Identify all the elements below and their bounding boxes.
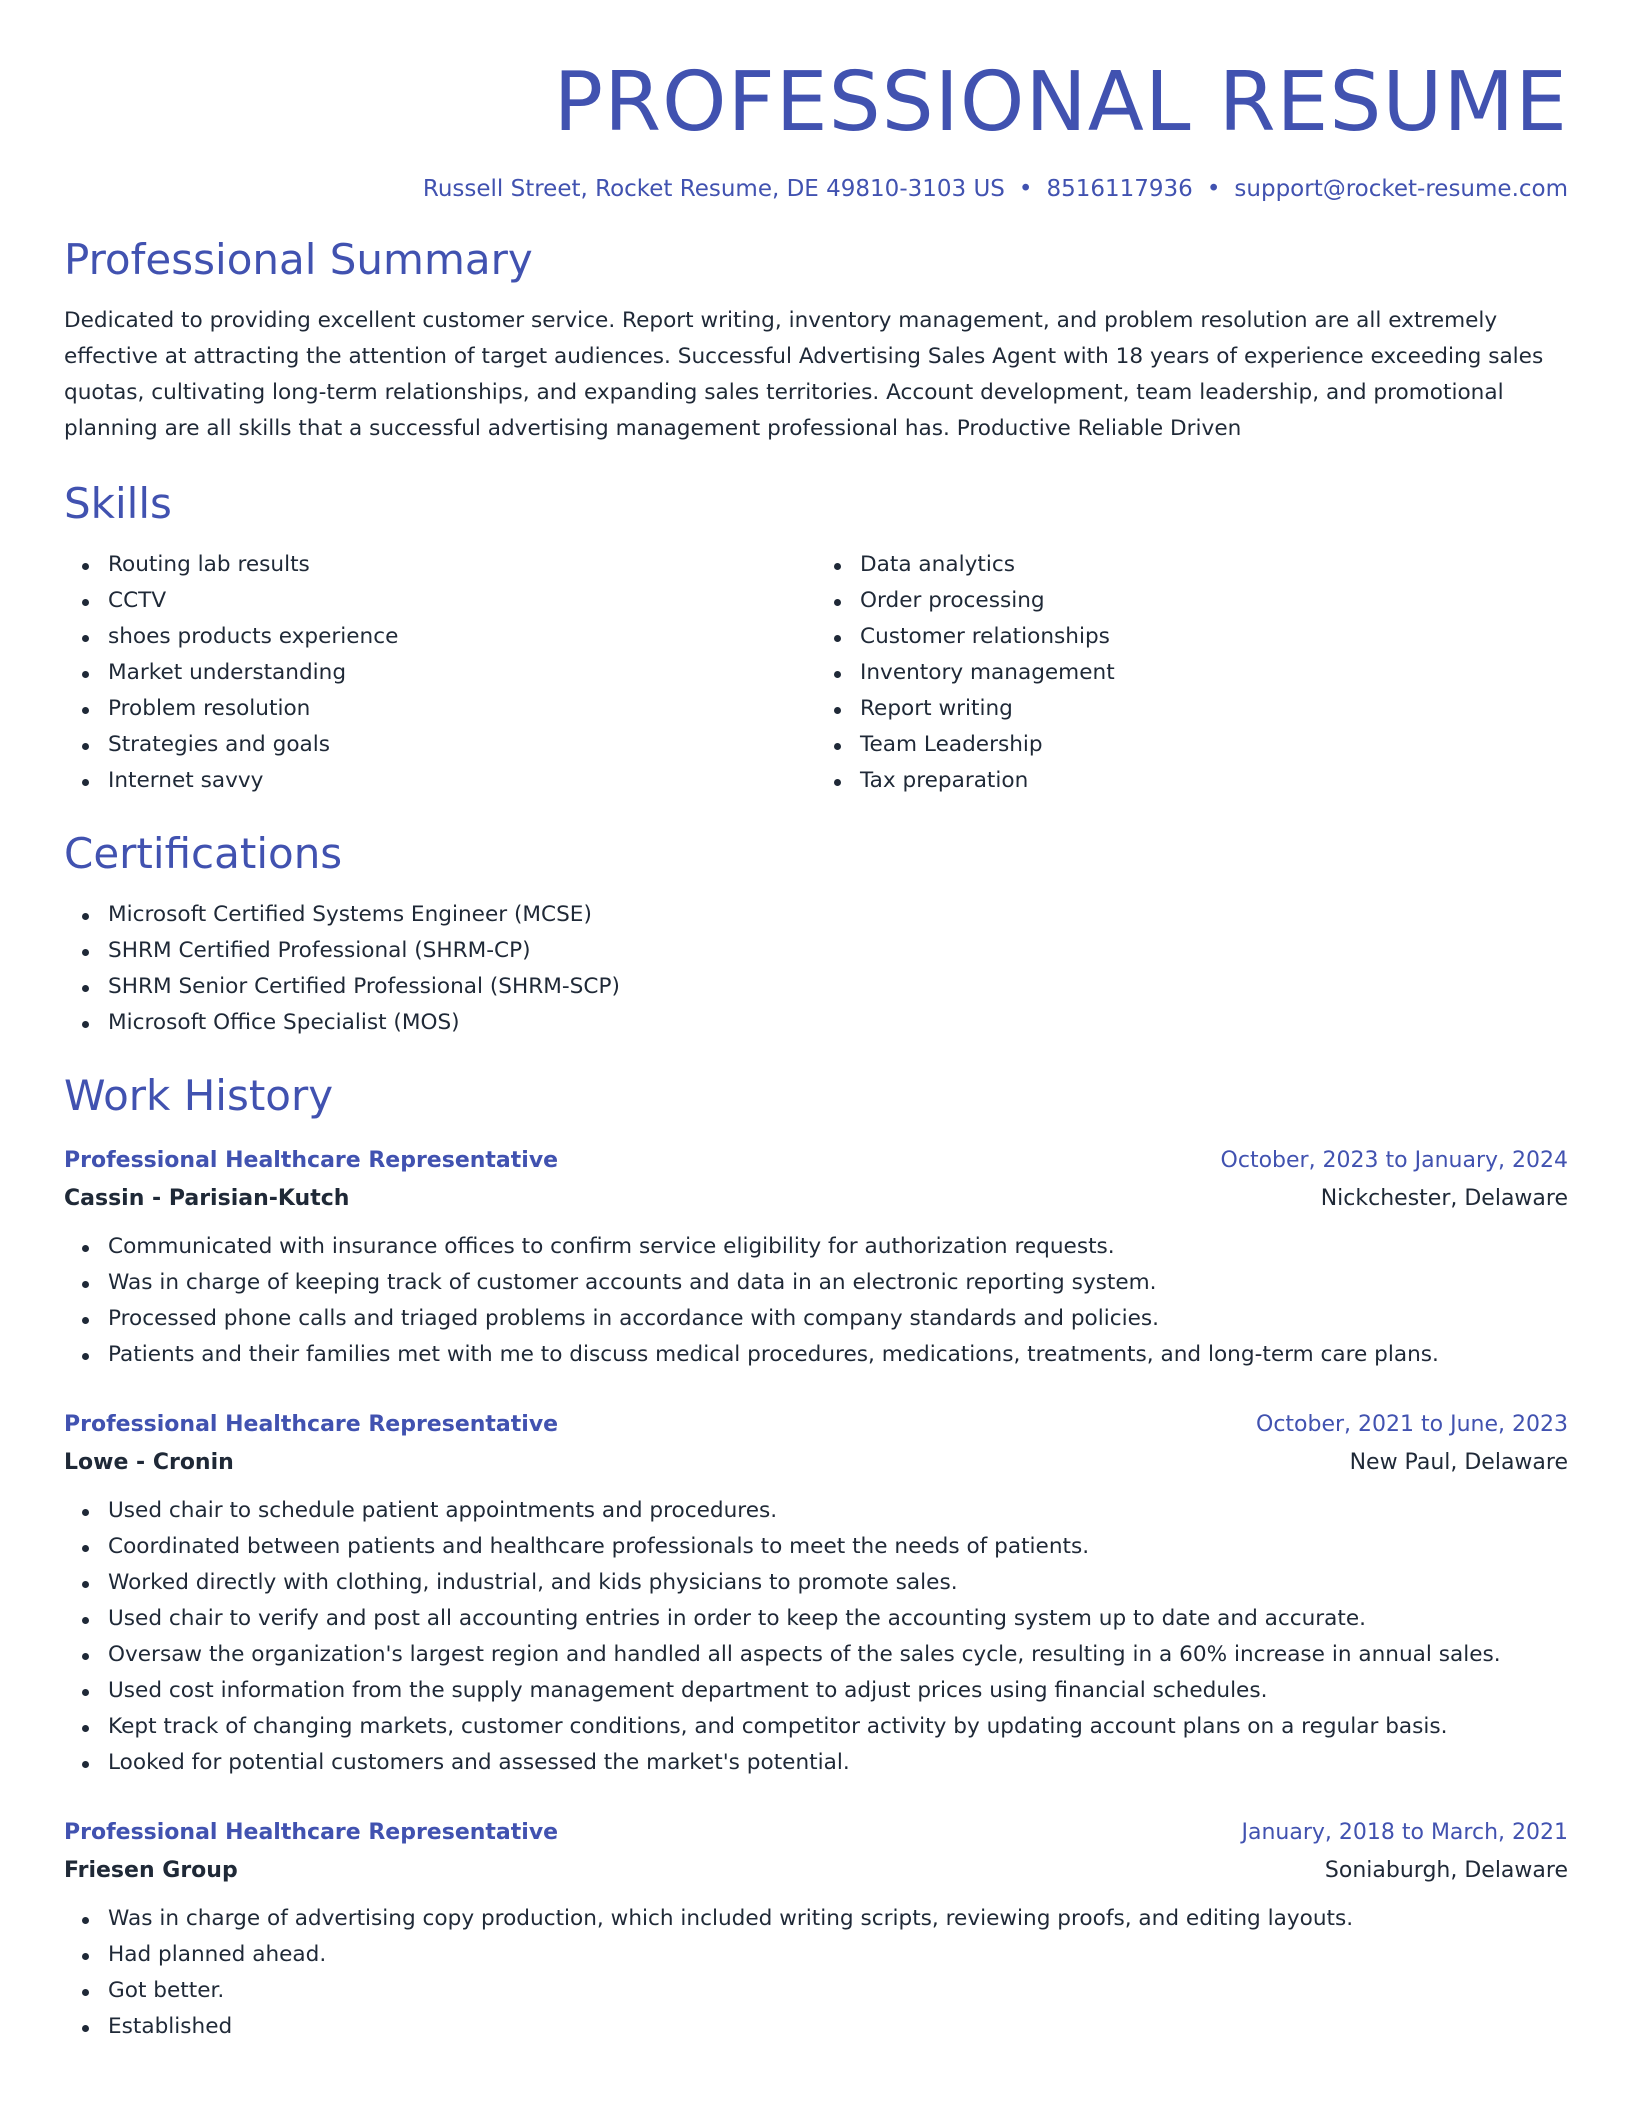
job-bullet: Used chair to schedule patient appointments and procedures. — [108, 1493, 1568, 1529]
job-bullet: Used cost information from the supply management department to adjust prices using financial schedules. — [108, 1673, 1568, 1709]
contact-email: support@rocket-resume.com — [1234, 176, 1568, 202]
skill-item: Strategies and goals — [108, 727, 816, 763]
job-bullet: Used chair to verify and post all accounting entries in order to keep the accounting system up to date and accurate. — [108, 1601, 1568, 1637]
job-header — [64, 1407, 1568, 1443]
job-location: Soniaburgh, Delaware — [1324, 1858, 1568, 1883]
summary-text: Dedicated to providing excellent customer service. Report writing, inventory management, and problem resolution are all extremely effective at attracting the attention of target audiences. Successful Advertising Sales Agent with 18 years of experience exceeding sales quotas, cultivating long-term relationships, and expanding sales territories. Account development, team leadership, and promotional planning are all skills that a successful advertising management professional has. Productive Reliable Driven — [64, 308, 1544, 441]
job-company: Cassin - Parisian-Kutch — [64, 1186, 350, 1211]
job-location: New Paul, Delaware — [1349, 1450, 1568, 1475]
job-bullet: Was in charge of advertising copy production, which included writing scripts, reviewing proofs, and editing layouts. — [108, 1901, 1568, 1937]
job-dates: October, 2023 to January, 2024 — [1220, 1148, 1568, 1173]
summary-heading: Professional Summary — [64, 235, 533, 284]
certification-item: SHRM Senior Certified Professional (SHRM-SCP) — [108, 969, 1568, 1005]
skill-item: Inventory management — [860, 655, 1568, 691]
skill-item: CCTV — [108, 583, 816, 619]
job-bullets — [64, 1493, 1568, 1781]
job-dates: January, 2018 to March, 2021 — [1241, 1820, 1568, 1845]
job-entry — [64, 1407, 1568, 1781]
skills-column-left — [64, 547, 816, 799]
skill-item: Internet savvy — [108, 763, 816, 799]
job-bullet: Worked directly with clothing, industrial, and kids physicians to promote sales. — [108, 1565, 1568, 1601]
certifications-list — [64, 897, 1568, 1041]
job-bullet: Patients and their families met with me to discuss medical procedures, medications, treatments, and long-term care plans. — [108, 1337, 1568, 1373]
job-bullet: Processed phone calls and triaged problems in accordance with company standards and policies. — [108, 1301, 1568, 1337]
job-entry — [64, 1815, 1568, 2045]
certifications-heading: Certifications — [64, 829, 343, 878]
job-bullet: Established — [108, 2009, 1568, 2045]
contact-separator: • — [1018, 176, 1033, 202]
job-subheader — [64, 1179, 1568, 1219]
job-subheader — [64, 1443, 1568, 1483]
job-title: Professional Healthcare Representative — [64, 1820, 559, 1845]
job-bullet: Oversaw the organization's largest region and handled all aspects of the sales cycle, resulting in a 60% increase in annual sales. — [108, 1637, 1568, 1673]
job-bullets — [64, 1229, 1568, 1373]
job-location: Nickchester, Delaware — [1320, 1186, 1568, 1211]
job-bullet: Looked for potential customers and assessed the market's potential. — [108, 1745, 1568, 1781]
job-header — [64, 1143, 1568, 1179]
job-dates: October, 2021 to June, 2023 — [1256, 1412, 1568, 1437]
job-bullet: Communicated with insurance offices to confirm service eligibility for authorization requests. — [108, 1229, 1568, 1265]
skills-list — [64, 547, 1568, 799]
skill-item: shoes products experience — [108, 619, 816, 655]
skill-item: Tax preparation — [860, 763, 1568, 799]
job-bullet: Coordinated between patients and healthcare professionals to meet the needs of patients. — [108, 1529, 1568, 1565]
skill-item: Problem resolution — [108, 691, 816, 727]
skill-item: Order processing — [860, 583, 1568, 619]
contact-phone: 8516117936 — [1046, 176, 1193, 202]
contact-address: Russell Street, Rocket Resume, DE 49810-3103 US — [422, 176, 1005, 202]
certification-item: Microsoft Office Specialist (MOS) — [108, 1005, 1568, 1041]
resume-title: PROFESSIONAL RESUME — [553, 55, 1568, 150]
resume-page — [64, 0, 1568, 2045]
contact-separator: • — [1206, 176, 1221, 202]
certification-item: SHRM Certified Professional (SHRM-CP) — [108, 933, 1568, 969]
job-company: Friesen Group — [64, 1858, 238, 1883]
work-history-heading: Work History — [64, 1071, 334, 1120]
job-bullet: Was in charge of keeping track of customer accounts and data in an electronic reporting system. — [108, 1265, 1568, 1301]
job-bullet: Got better. — [108, 1973, 1568, 2009]
job-bullet: Kept track of changing markets, customer conditions, and competitor activity by updating account plans on a regular basis. — [108, 1709, 1568, 1745]
skill-item: Market understanding — [108, 655, 816, 691]
skill-item: Report writing — [860, 691, 1568, 727]
job-company: Lowe - Cronin — [64, 1450, 234, 1475]
job-subheader — [64, 1851, 1568, 1891]
job-entry — [64, 1143, 1568, 1373]
skill-item: Data analytics — [860, 547, 1568, 583]
skills-column-right — [816, 547, 1568, 799]
skill-item: Team Leadership — [860, 727, 1568, 763]
certification-item: Microsoft Certified Systems Engineer (MCSE) — [108, 897, 1568, 933]
skill-item: Routing lab results — [108, 547, 816, 583]
skills-heading: Skills — [64, 479, 172, 528]
job-header — [64, 1815, 1568, 1851]
job-bullet: Had planned ahead. — [108, 1937, 1568, 1973]
contact-line — [64, 178, 1568, 201]
job-bullets — [64, 1901, 1568, 2045]
job-title: Professional Healthcare Representative — [64, 1148, 559, 1173]
job-title: Professional Healthcare Representative — [64, 1412, 559, 1437]
skill-item: Customer relationships — [860, 619, 1568, 655]
